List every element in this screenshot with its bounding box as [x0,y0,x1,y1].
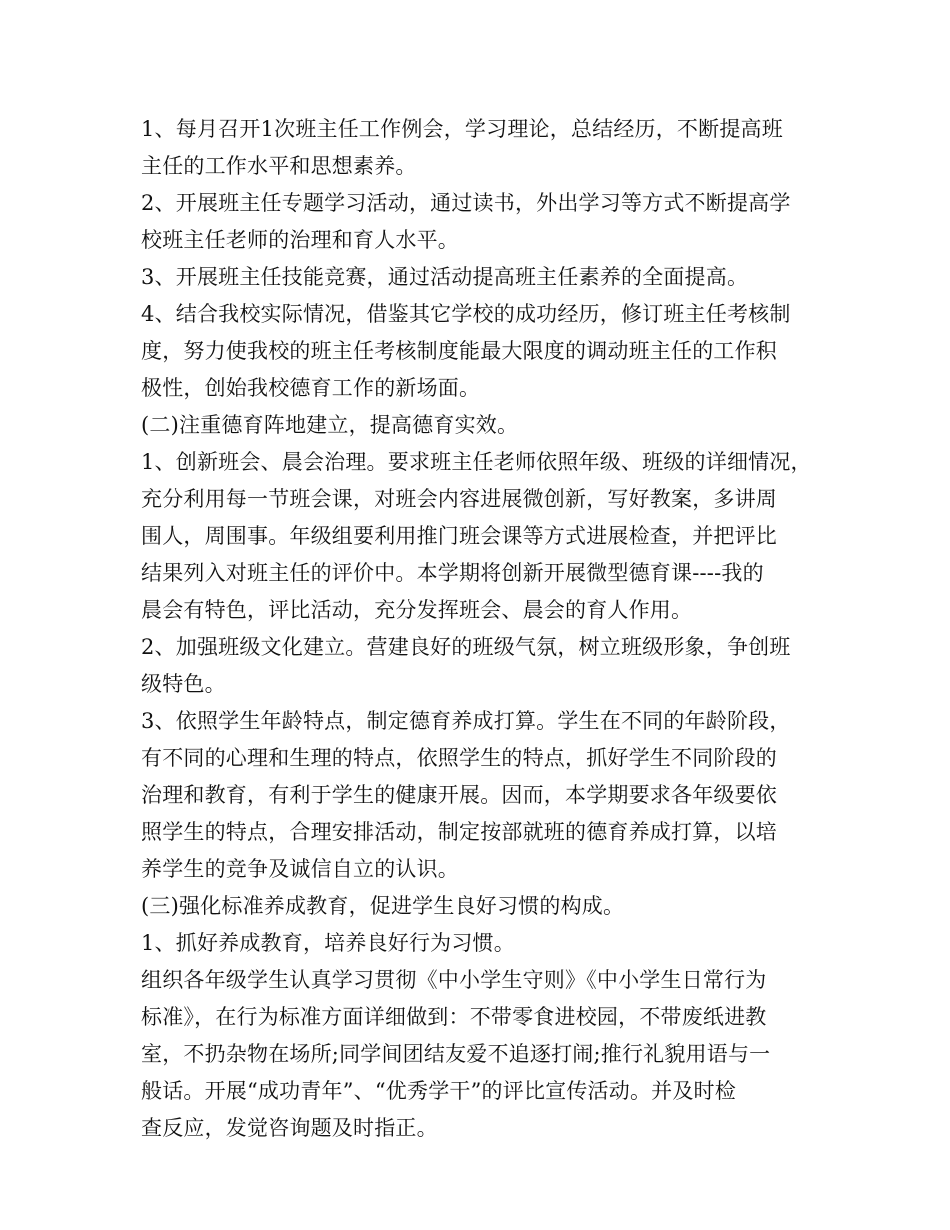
text-line: 2、开展班主任专题学习活动，通过读书，外出学习等方式不断提高学 [141,191,791,215]
text-line: 1、抓好养成教育，培养良好行为习惯。 [141,931,515,955]
text-line: 室，不扔杂物在场所;同学间团结友爱不追逐打闹;推行礼貌用语与一 [141,1042,771,1066]
text-line: 有不同的心理和生理的特点，依照学生的特点，抓好学生不同阶段的 [141,746,777,770]
text-line: 晨会有特色，评比活动，充分发挥班会、晨会的育人作用。 [141,598,693,622]
text-line: 主任的工作水平和思想素养。 [141,154,417,178]
text-line: 校班主任老师的治理和育人水平。 [141,228,459,252]
section-heading: (三)强化标准养成教育，促进学生良好习惯的构成。 [141,894,625,918]
text-line: 极性，创始我校德育工作的新场面。 [141,376,481,400]
text-line: 4、结合我校实际情况，借鉴其它学校的成功经历，修订班主任考核制 [141,302,791,326]
text-line: 3、开展班主任技能竞赛，通过活动提高班主任素养的全面提高。 [141,265,749,289]
document-body [141,111,825,1147]
text-line: 治理和教育，有利于学生的健康开展。因而，本学期要求各年级要依 [141,783,777,807]
text-line: 2、加强班级文化建立。营建良好的班级气氛，树立班级形象，争创班 [141,635,791,659]
text-line: 养学生的竞争及诚信自立的认识。 [141,857,459,881]
text-line: 般话。开展“成功青年”、“优秀学干”的评比宣传活动。并及时检 [141,1079,736,1103]
text-line: 结果列入对班主任的评价中。本学期将创新开展微型德育课----我的 [141,561,764,585]
text-line: 度，努力使我校的班主任考核制度能最大限度的调动班主任的工作积 [141,339,777,363]
text-line: 围人，周围事。年级组要利用推门班会课等方式进展检查，并把评比 [141,524,777,548]
text-line: 1、创新班会、晨会治理。要求班主任老师依照年级、班级的详细情况， [141,450,812,474]
text-line: 标准》，在行为标准方面详细做到：不带零食进校园，不带废纸进教 [141,1005,767,1029]
text-line: 组织各年级学生认真学习贯彻《中小学生守则》《中小学生日常行为 [141,968,767,992]
text-line: 查反应，发觉咨询题及时指正。 [141,1116,438,1140]
text-line: 3、依照学生年龄特点，制定德育养成打算。学生在不同的年龄阶段， [141,709,791,733]
text-line: 充分利用每一节班会课，对班会内容进展微创新，写好教案，多讲周 [141,487,777,511]
text-line: 级特色。 [141,672,226,696]
text-line: 照学生的特点，合理安排活动，制定按部就班的德育养成打算，以培 [141,820,777,844]
section-heading: (二)注重德育阵地建立，提高德育实效。 [141,413,519,437]
text-line: 1、每月召开1次班主任工作例会，学习理论，总结经历，不断提高班 [141,117,783,141]
